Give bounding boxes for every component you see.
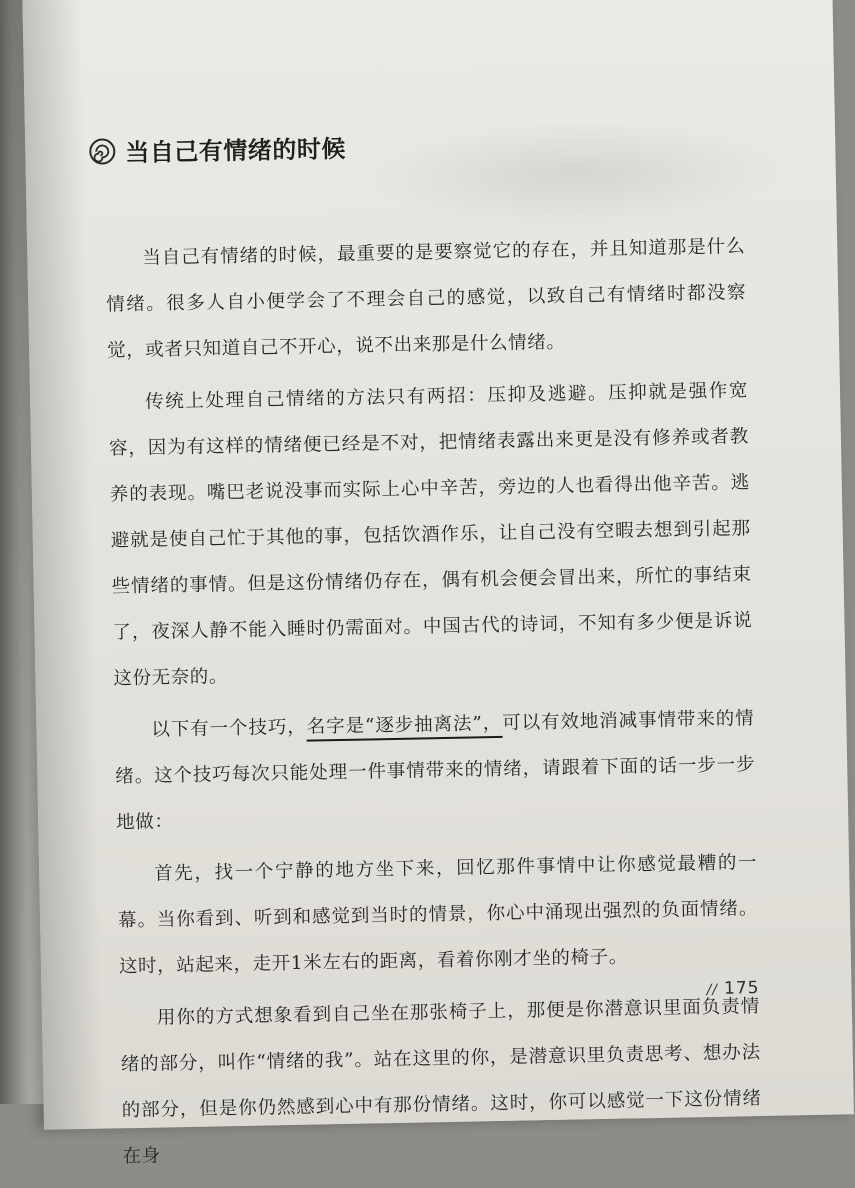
section-title: 当自己有情绪的时候 — [125, 134, 347, 168]
spiral-ornament-icon — [87, 136, 118, 167]
paragraph: 首先，找一个宁静的地方坐下来，回忆那件事情中让你感觉最糟的一幕。当你看到、听到和感觉到当时的情景，你心中涌现出强烈的负面情绪。这时，站起来，走开1米左右的距离，看着你刚才坐的椅子。 — [117, 852, 759, 978]
paragraph: 传统上处理自己情绪的方法只有两招：压抑及逃避。压抑就是强作宽容，因为有这样的情绪便已经是不对，把情绪表露出来更是没有修养或者教养的表现。嘴巴老说没事而实际上心中辛苦，旁边的人也看得出他辛苦。逃避就是使自己忙于其他的事，包括饮酒作乐，让自己没有空暇去想到引起那些情绪的事情。但是这份情绪仍存在，偶有机会便会冒出来，所忙的事结束了，夜深人静不能入睡时仍需面对。中国古代的诗词，不知有多少便是诉说这份无奈的。 — [108, 380, 753, 690]
page-mark: // — [706, 981, 719, 999]
book-page — [22, 0, 854, 1168]
paragraph-text: 以下有一个技巧， — [151, 716, 307, 741]
paragraph: 当自己有情绪的时候，最重要的是要察觉它的存在，并且知道那是什么情绪。很多人自小便学会了不理会自己的感觉，以致自己有情绪时都没察觉，或者只知道自己不开心，说不出来那是什么情绪。 — [106, 236, 747, 362]
paragraph: 用你的方式想象看到自己坐在那张椅子上，那便是你潜意识里面负责情绪的部分，叫作“情绪的我”。站在这里的你，是潜意识里负责思考、想办法的部分，但是你仍然感到心中有那份情绪。这时，你可以感觉一下这份情绪在身 — [120, 996, 762, 1168]
paragraph — [114, 696, 757, 846]
page-number: 175 — [723, 978, 760, 999]
paragraph-text: 可以有效地消减事情带来的情绪。这个技巧每次只能处理一件事情带来的情绪，请跟着下面的话一步一步地做： — [115, 708, 756, 834]
pen-underlined-phrase: 名字是“逐步抽离法”， — [307, 713, 503, 742]
page-footer — [706, 978, 759, 999]
show-through-text — [365, 115, 787, 233]
section-heading — [87, 129, 346, 169]
body-text — [105, 224, 763, 1186]
